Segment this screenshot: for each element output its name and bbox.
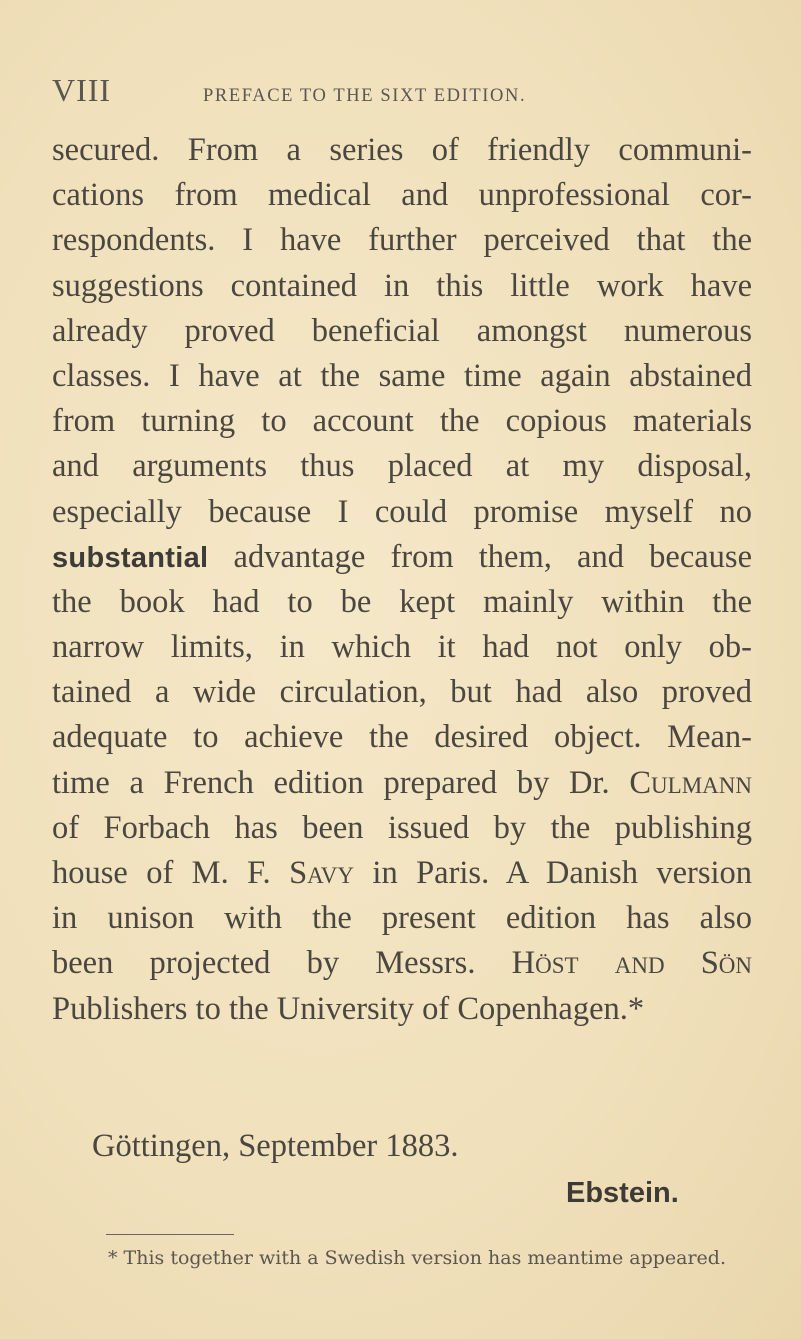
text-line: [52, 851, 752, 896]
text-line: respondents. I have further perceived that the: [52, 222, 752, 259]
footnote: * This together with a Swedish version has meantime appeared.: [108, 1247, 726, 1269]
text-line: [52, 941, 752, 986]
text-line: [52, 761, 752, 806]
text-line: in unison with the present edition has also: [52, 900, 752, 937]
text-line: classes. I have at the same time again abstained: [52, 357, 752, 394]
text-line: tained a wide circulation, but had also proved: [52, 674, 752, 711]
line-segment: time a French edition prepared by Dr.: [52, 764, 630, 801]
text-line: suggestions contained in this little work have: [52, 267, 752, 304]
bold-word: substantial: [52, 541, 209, 574]
text-line: Publishers to the University of Copenhagen.*: [52, 990, 645, 1027]
line-segment: in Paris. A Danish version: [354, 855, 753, 891]
signature: Ebstein.: [566, 1177, 679, 1209]
text-line: cations from medical and unprofessional cor-: [52, 177, 752, 214]
text-line: [52, 535, 752, 580]
footnote-rule: [106, 1234, 234, 1235]
name-small-caps: Höst and Sön: [511, 945, 753, 982]
line-segment: house of M. F.: [52, 855, 290, 891]
page-number: VIII: [52, 72, 112, 108]
text-line: especially because I could promise myself no: [52, 493, 752, 530]
line-segment: been projected by Messrs.: [52, 945, 476, 982]
text-line: already proved beneficial amongst numerous: [52, 312, 752, 349]
text-line: of Forbach has been issued by the publishing: [52, 809, 752, 846]
text-line: and arguments thus placed at my disposal,: [52, 448, 752, 485]
running-head: PREFACE TO THE SIXT EDITION.: [203, 86, 527, 106]
name-small-caps: Savy: [289, 855, 355, 891]
line-segment: advantage from them, and because: [208, 538, 752, 575]
body-text: [52, 128, 752, 1032]
name-small-caps: Culmann: [629, 764, 752, 801]
text-line: secured. From a series of friendly communi-: [52, 132, 752, 168]
text-line: from turning to account the copious materials: [52, 403, 752, 440]
dateline: Göttingen, September 1883.: [92, 1128, 459, 1164]
text-line: the book had to be kept mainly within the: [52, 583, 752, 620]
text-line: narrow limits, in which it had not only ob-: [52, 629, 752, 666]
text-line: adequate to achieve the desired object. Mean-: [52, 719, 752, 756]
